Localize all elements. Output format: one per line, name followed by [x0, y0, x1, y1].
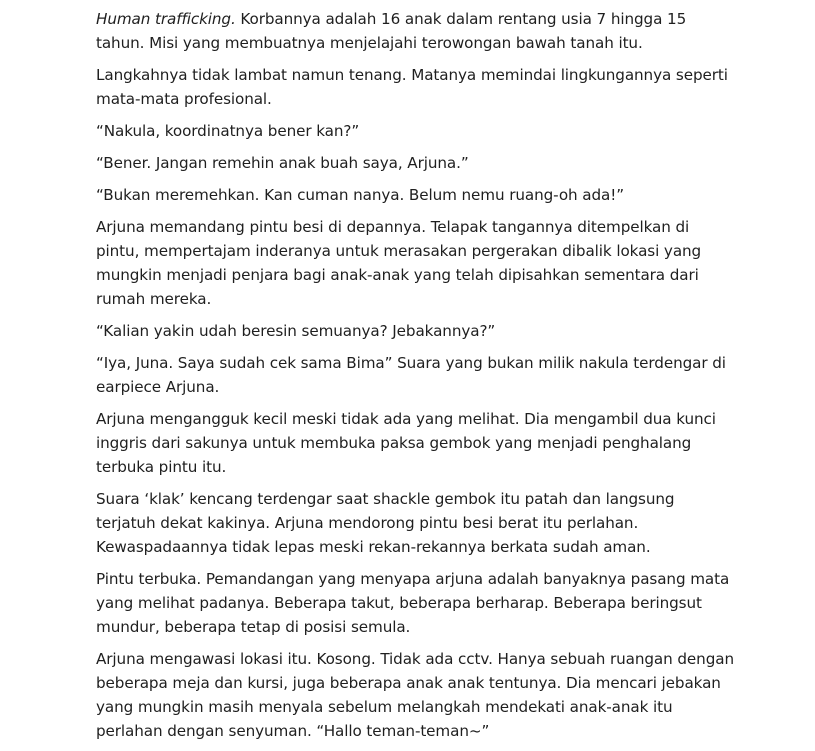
paragraph-text: Korbannya adalah 16 anak dalam rentang usia 7 hingga 15 tahun. Misi yang membuatnya menjelajahi terowongan bawah tanah itu. [96, 10, 687, 52]
dialogue-line: “Kalian yakin udah beresin semuanya? Jebakannya?” [96, 322, 496, 340]
dialogue-line: “Nakula, koordinatnya bener kan?” [96, 122, 360, 140]
dialogue-line: “Iya, Juna. Saya sudah cek sama Bima” Suara yang bukan milik nakula terdengar di earpiece Arjuna. [96, 354, 726, 396]
italic-lead: Human trafficking. [96, 10, 236, 28]
story-paragraph [96, 7, 736, 55]
story-paragraph: Suara ‘klak’ kencang terdengar saat shackle gembok itu patah dan langsung terjatuh dekat kakinya. Arjuna mendorong pintu besi berat itu perlahan. Kewaspadaannya tidak lepas meski rekan-rekannya berkata sudah aman. [96, 490, 675, 556]
story-paragraph: Arjuna mengangguk kecil meski tidak ada yang melihat. Dia mengambil dua kunci inggris dari sakunya untuk membuka paksa gembok yang menjadi penghalang terbuka pintu itu. [96, 410, 716, 476]
story-text [96, 7, 736, 751]
dialogue-line: “Bener. Jangan remehin anak buah saya, Arjuna.” [96, 154, 469, 172]
story-paragraph: Pintu terbuka. Pemandangan yang menyapa arjuna adalah banyaknya pasang mata yang melihat padanya. Beberapa takut, beberapa berharap. Beberapa beringsut mundur, beberapa tetap di posisi semula. [96, 570, 730, 636]
story-paragraph: Langkahnya tidak lambat namun tenang. Matanya memindai lingkungannya seperti mata-mata profesional. [96, 66, 728, 108]
dialogue-line: “Bukan meremehkan. Kan cuman nanya. Belum nemu ruang-oh ada!” [96, 186, 625, 204]
story-paragraph: Arjuna mengawasi lokasi itu. Kosong. Tidak ada cctv. Hanya sebuah ruangan dengan beberapa meja dan kursi, juga beberapa anak anak tentunya. Dia mencari jebakan yang mungkin masih menyala sebelum melangkah mendekati anak-anak itu perlahan dengan senyuman. “Hallo teman-teman~” [96, 650, 734, 740]
story-paragraph: Arjuna memandang pintu besi di depannya. Telapak tangannya ditempelkan di pintu, mempertajam inderanya untuk merasakan pergerakan dibalik lokasi yang mungkin menjadi penjara bagi anak-anak yang telah dipisahkan sementara dari rumah mereka. [96, 218, 702, 308]
